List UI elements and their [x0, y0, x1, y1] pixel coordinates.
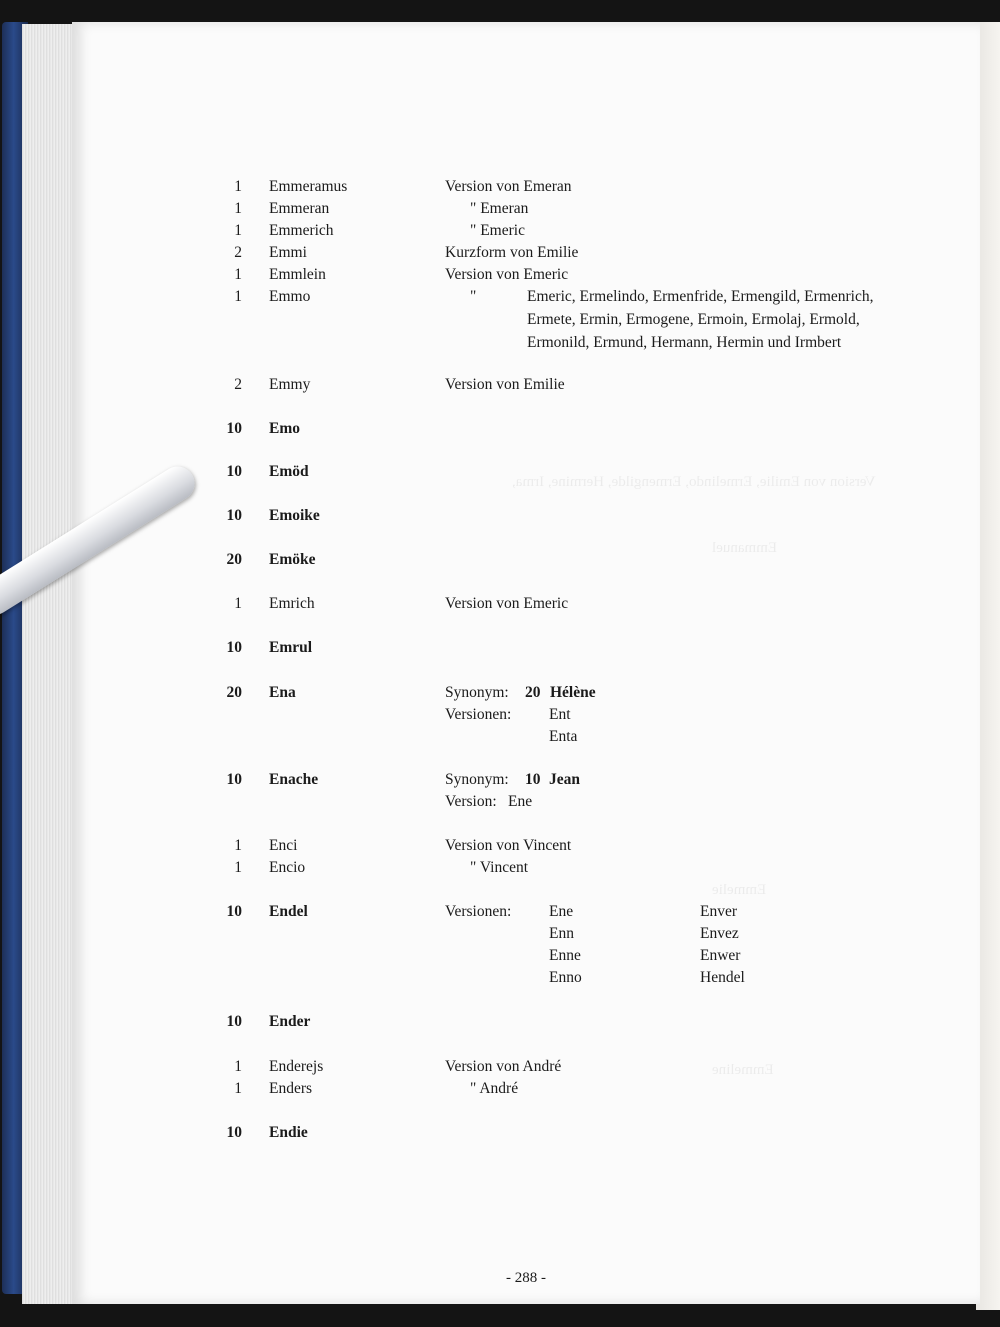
entry-name: Emo	[269, 420, 300, 437]
entry-row	[72, 549, 980, 571]
entry-count: 10	[226, 507, 242, 524]
entry-row	[72, 682, 980, 704]
entry-row	[72, 835, 980, 857]
entry-count: 1	[234, 837, 242, 854]
synonym-label: Synonym:	[445, 771, 509, 788]
entry-name: Emrul	[269, 639, 313, 656]
entry-row	[72, 593, 980, 615]
synonym-count: 10	[525, 771, 541, 788]
entry-name: Endie	[269, 1124, 308, 1141]
entry-count: 1	[234, 595, 242, 612]
entry-name: Emmi	[269, 244, 307, 261]
entry-count: 1	[234, 288, 242, 305]
entry-row	[72, 286, 980, 308]
version-item: Ent	[549, 706, 571, 723]
entry-count: 10	[226, 420, 242, 437]
entry-row	[72, 374, 980, 396]
version-item: Enver	[700, 903, 738, 920]
version-item: Enno	[549, 969, 582, 986]
entry-detail: "	[470, 288, 477, 305]
entry-name: Endel	[269, 903, 308, 920]
entry-row	[72, 1078, 980, 1100]
synonym-label: Synonym:	[445, 684, 509, 701]
entry-row	[72, 901, 980, 923]
entry-name: Emmeran	[269, 200, 330, 217]
entry-name: Emmlein	[269, 266, 326, 283]
synonym-name: Hélène	[550, 684, 596, 701]
show-through-text: Emmelie	[712, 882, 767, 898]
entry-row	[72, 857, 980, 879]
entry-name: Enache	[269, 771, 319, 788]
entry-row	[72, 791, 980, 813]
entry-detail: Version von Emeran	[445, 178, 572, 195]
entry-count: 1	[234, 200, 242, 217]
book-page	[72, 22, 980, 1304]
entry-count: 10	[226, 1124, 242, 1141]
entry-detail: Version von André	[445, 1058, 562, 1075]
entry-name: Enders	[269, 1080, 313, 1097]
entry-name: Ena	[269, 684, 296, 701]
entry-count: 1	[234, 266, 242, 283]
entry-row	[72, 923, 980, 945]
version-list-line: Emeric, Ermelindo, Ermenfride, Ermengild, Ermenrich,	[527, 288, 874, 305]
entry-row	[72, 769, 980, 791]
entry-name: Emmerich	[269, 222, 334, 239]
entry-row	[72, 461, 980, 483]
entry-row	[72, 418, 980, 440]
entry-name: Enderejs	[269, 1058, 324, 1075]
entry-count: 10	[226, 1013, 242, 1030]
entry-name: Ender	[269, 1013, 311, 1030]
entry-count: 10	[226, 639, 242, 656]
entry-count: 1	[234, 1080, 242, 1097]
entry-name: Enci	[269, 837, 298, 854]
entry-name: Emöke	[269, 551, 316, 568]
entry-row	[72, 505, 980, 527]
versions-label: Versionen:	[445, 706, 512, 723]
show-through-text: Emmeline	[712, 1062, 774, 1078]
entry-name: Emmeramus	[269, 178, 348, 195]
entry-row	[72, 309, 980, 331]
entry-detail: Version von Vincent	[445, 837, 572, 854]
entry-row	[72, 704, 980, 726]
version-label: Version:	[445, 793, 497, 810]
version-item: Ene	[508, 793, 533, 810]
version-item: Enwer	[700, 947, 741, 964]
entry-detail: Kurzform von Emilie	[445, 244, 579, 261]
entry-count: 1	[234, 178, 242, 195]
entry-detail: " Emeran	[470, 200, 529, 217]
entry-count: 10	[226, 771, 242, 788]
entry-name: Encio	[269, 859, 306, 876]
page-number: - 288 -	[506, 1270, 546, 1286]
version-item: Ene	[549, 903, 574, 920]
entry-detail: " Emeric	[470, 222, 525, 239]
entry-row	[72, 220, 980, 242]
version-item: Enne	[549, 947, 581, 964]
entry-detail: Version von Emeric	[445, 266, 569, 283]
entry-row	[72, 264, 980, 286]
entry-count: 10	[226, 903, 242, 920]
version-item: Hendel	[700, 969, 745, 986]
entry-name: Emrich	[269, 595, 315, 612]
synonym-count: 20	[525, 684, 541, 701]
entry-count: 1	[234, 1058, 242, 1075]
version-list-line: Ermete, Ermin, Ermogene, Ermoin, Ermolaj, Ermold,	[527, 311, 860, 328]
entry-row	[72, 1122, 980, 1144]
entry-count: 2	[234, 376, 242, 393]
version-item: Envez	[700, 925, 739, 942]
entry-row	[72, 242, 980, 264]
entry-count: 20	[226, 684, 242, 701]
versions-label: Versionen:	[445, 903, 512, 920]
entry-count: 1	[234, 222, 242, 239]
show-through-text: Emmanuel	[712, 540, 777, 556]
entry-row	[72, 1011, 980, 1033]
entry-name: Emoike	[269, 507, 320, 524]
entry-row	[72, 726, 980, 748]
entry-row	[72, 176, 980, 198]
version-item: Enta	[549, 728, 578, 745]
entry-row	[72, 967, 980, 989]
entry-detail: " Vincent	[470, 859, 529, 876]
version-list-line: Ermonild, Ermund, Hermann, Hermin und Irmbert	[527, 334, 842, 351]
entry-row	[72, 332, 980, 354]
entry-row	[72, 198, 980, 220]
entry-name: Emmy	[269, 376, 311, 393]
entry-detail: Version von Emilie	[445, 376, 565, 393]
version-item: Enn	[549, 925, 574, 942]
entry-name: Emmo	[269, 288, 311, 305]
synonym-name: Jean	[549, 771, 580, 788]
entry-count: 10	[226, 463, 242, 480]
entry-name: Emöd	[269, 463, 309, 480]
entry-row	[72, 945, 980, 967]
entry-row	[72, 1056, 980, 1078]
entry-count: 1	[234, 859, 242, 876]
entry-detail: " André	[470, 1080, 519, 1097]
show-through-text: Version von Emilie, Ermelindo, Ermengilde, Hermine, Irma,	[512, 474, 876, 490]
entry-count: 20	[226, 551, 242, 568]
entry-row	[72, 637, 980, 659]
entry-count: 2	[234, 244, 242, 261]
entry-detail: Version von Emeric	[445, 595, 569, 612]
